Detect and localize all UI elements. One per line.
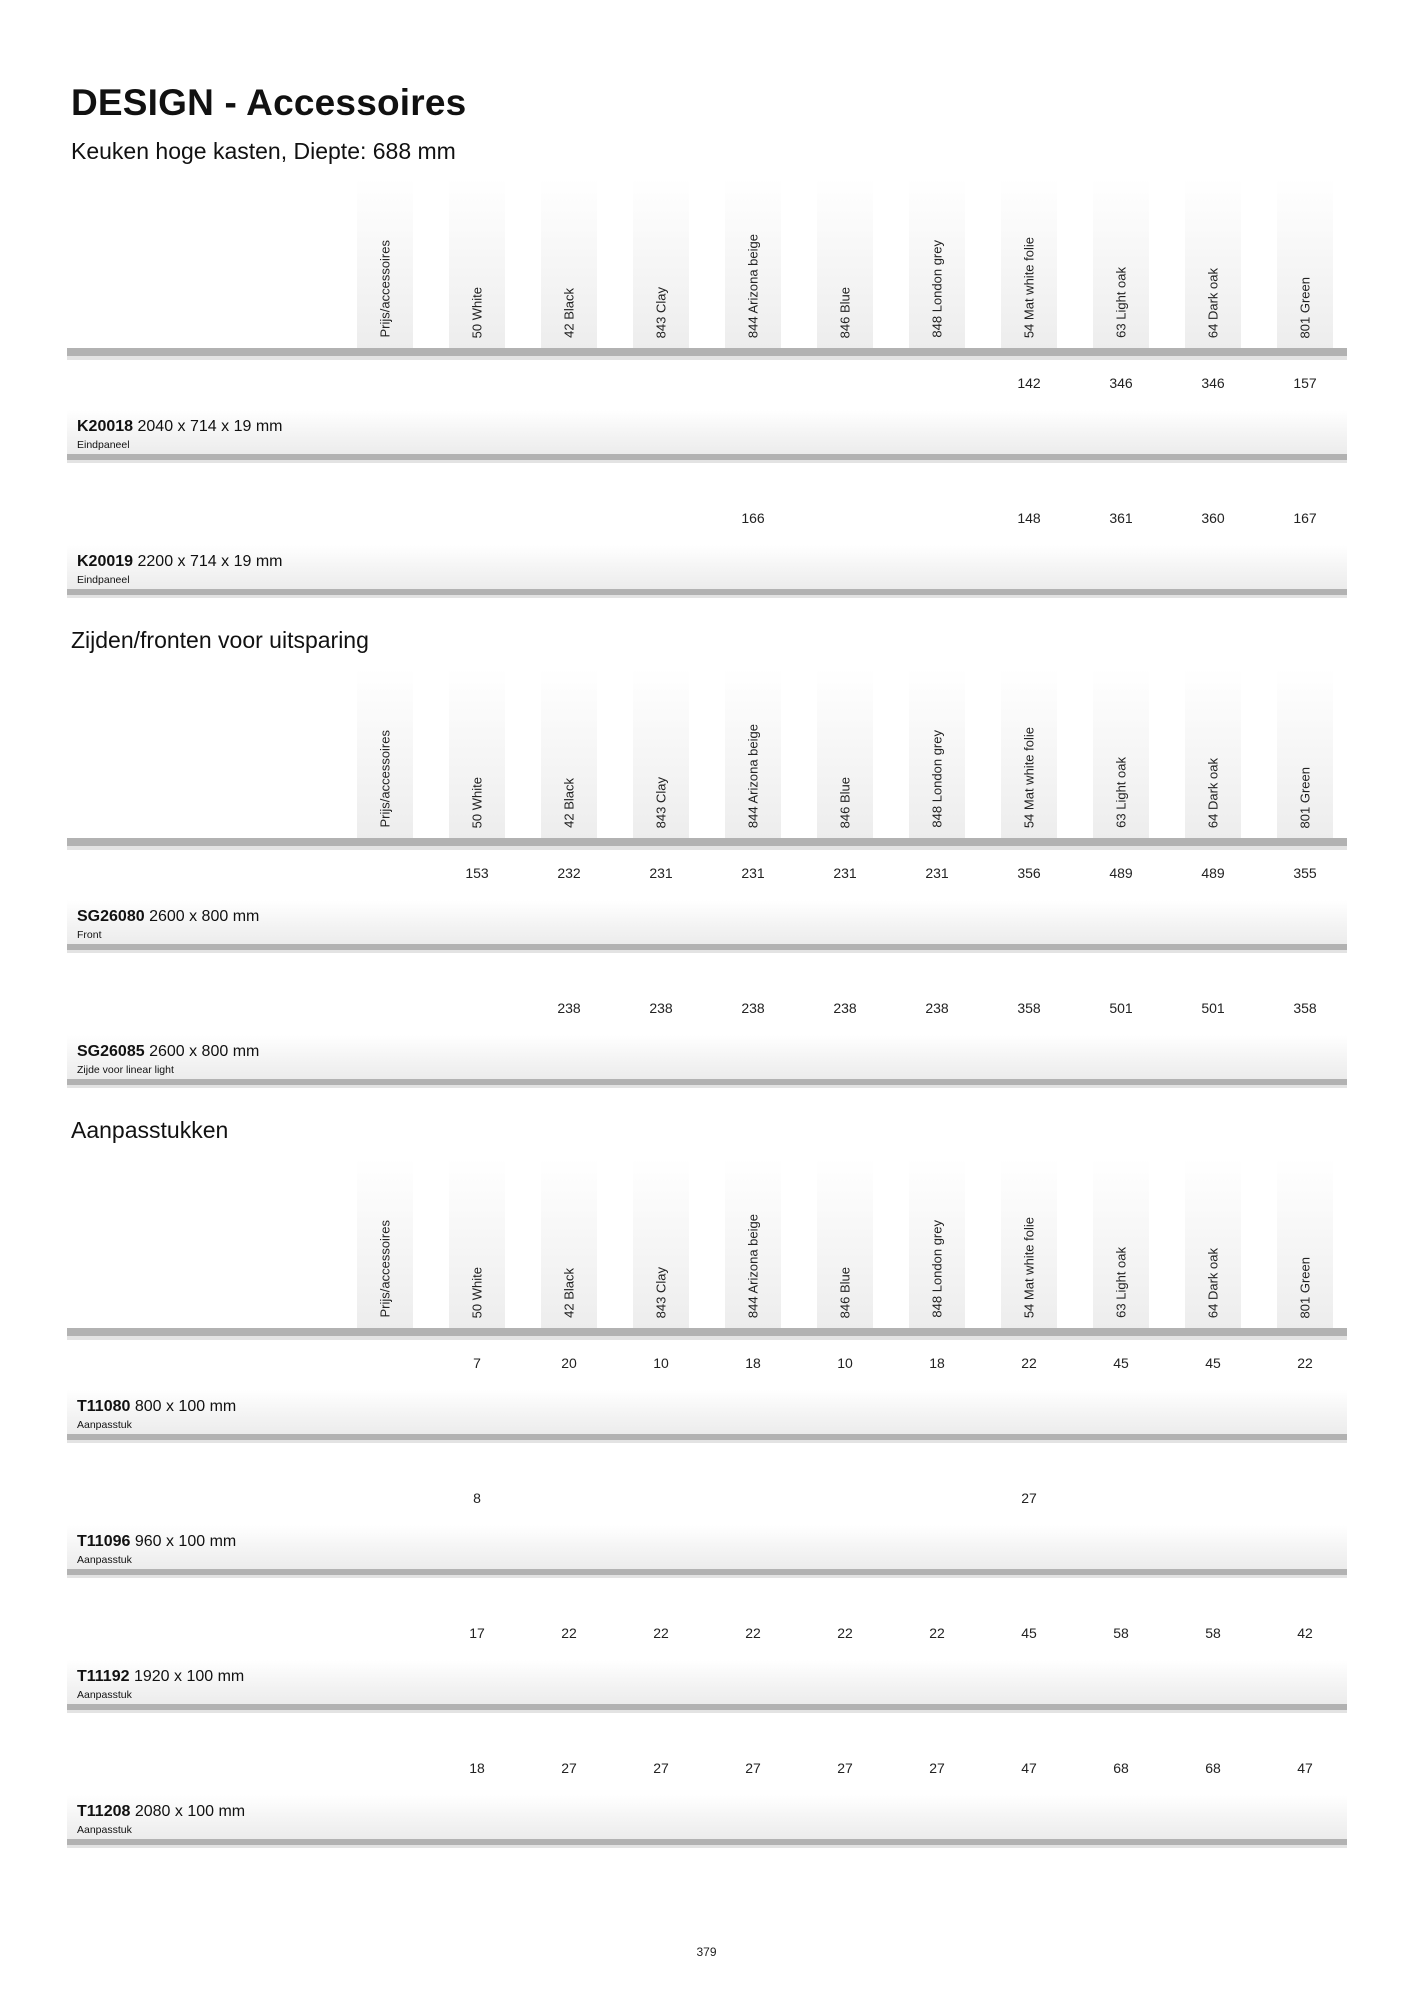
product-row [0, 980, 1413, 1115]
column-label: 64 Dark oak [1205, 757, 1221, 828]
column-header-cell [1277, 668, 1333, 838]
section-title: Zijden/fronten voor uitsparing [71, 627, 369, 653]
price-cell: 346 [1109, 375, 1133, 391]
column-label: 54 Mat white folie [1021, 236, 1037, 338]
product-row [0, 1470, 1413, 1605]
product-type: Eindpaneel [77, 439, 130, 451]
column-header-cell [817, 668, 873, 838]
price-cell: 238 [649, 1000, 673, 1016]
product-dimensions: 2040 x 714 x 19 mm [137, 418, 283, 435]
column-header-cell [725, 1158, 781, 1328]
price-cell: 22 [837, 1625, 853, 1641]
column-label: 64 Dark oak [1205, 1247, 1221, 1318]
page-title: DESIGN - Accessoires [71, 82, 467, 123]
column-header-cell [725, 178, 781, 348]
column-header-cell [909, 668, 965, 838]
column-label: 844 Arizona beige [745, 1213, 761, 1318]
price-cell: 8 [473, 1490, 481, 1506]
price-cell: 22 [1297, 1355, 1313, 1371]
price-cell: 167 [1293, 510, 1317, 526]
row-divider [67, 1569, 1347, 1575]
price-cell: 17 [469, 1625, 485, 1641]
price-cell: 501 [1201, 1000, 1225, 1016]
column-header-cell [357, 178, 413, 348]
price-cell: 18 [469, 1760, 485, 1776]
column-label: 54 Mat white folie [1021, 726, 1037, 828]
price-cell: 238 [925, 1000, 949, 1016]
column-header-cell [725, 668, 781, 838]
product-dimensions: 2600 x 800 mm [149, 1043, 260, 1060]
column-header-cell [1001, 178, 1057, 348]
column-header-cell [633, 668, 689, 838]
column-header-cell [1093, 178, 1149, 348]
price-cell: 42 [1297, 1625, 1313, 1641]
column-label: 848 London grey [929, 730, 945, 828]
column-header-cell [817, 178, 873, 348]
product-type: Aanpasstuk [77, 1419, 132, 1431]
column-header [0, 178, 1413, 363]
product-name [77, 1398, 236, 1416]
price-cell: 489 [1201, 865, 1225, 881]
product-label-band [67, 1795, 1347, 1839]
price-cell: 20 [561, 1355, 577, 1371]
column-header-cell [1185, 178, 1241, 348]
column-header-cell [541, 668, 597, 838]
product-label-band [67, 1660, 1347, 1704]
column-header-cell [449, 178, 505, 348]
column-label: 63 Light oak [1113, 757, 1129, 828]
price-cell: 157 [1293, 375, 1317, 391]
column-header-cell [1277, 178, 1333, 348]
column-label: 50 White [469, 286, 485, 338]
price-cell: 47 [1297, 1760, 1313, 1776]
product-code: T11208 [77, 1803, 131, 1820]
column-label: 848 London grey [929, 240, 945, 338]
row-divider [67, 1704, 1347, 1710]
product-dimensions: 2080 x 100 mm [134, 1803, 246, 1820]
product-row [0, 1335, 1413, 1470]
product-code: T11096 [77, 1533, 131, 1550]
price-cell: 27 [837, 1760, 853, 1776]
column-label: 843 Clay [653, 286, 669, 338]
column-header-cell [357, 1158, 413, 1328]
column-label: Prijs/accessoires [377, 240, 393, 338]
column-header-cell [633, 178, 689, 348]
price-cell: 27 [745, 1760, 761, 1776]
price-cell: 358 [1293, 1000, 1317, 1016]
price-cell: 356 [1017, 865, 1041, 881]
product-dimensions: 1920 x 100 mm [133, 1668, 245, 1685]
column-header-cell [1185, 668, 1241, 838]
column-label: 846 Blue [837, 1266, 853, 1318]
product-name [77, 1533, 236, 1551]
product-type: Aanpasstuk [77, 1689, 132, 1701]
price-cell: 238 [741, 1000, 765, 1016]
price-cell: 27 [929, 1760, 945, 1776]
product-row [0, 1605, 1413, 1740]
column-label: 801 Green [1297, 276, 1313, 338]
column-label: Prijs/accessoires [377, 1220, 393, 1318]
row-divider [67, 1839, 1347, 1845]
price-cell: 18 [745, 1355, 761, 1371]
column-label: 50 White [469, 776, 485, 828]
price-cell: 489 [1109, 865, 1133, 881]
column-label: 848 London grey [929, 1220, 945, 1318]
product-row [0, 355, 1413, 490]
row-divider [67, 589, 1347, 595]
product-code: K20019 [77, 553, 134, 570]
price-cell: 142 [1017, 375, 1041, 391]
product-code: SG26080 [77, 908, 145, 925]
column-label: 42 Black [561, 1268, 577, 1318]
column-header-cell [449, 1158, 505, 1328]
column-header-cell [1001, 1158, 1057, 1328]
column-label: 50 White [469, 1266, 485, 1318]
price-cell: 68 [1113, 1760, 1129, 1776]
price-cell: 232 [557, 865, 581, 881]
price-cell: 68 [1205, 1760, 1221, 1776]
price-cell: 10 [837, 1355, 853, 1371]
column-label: 42 Black [561, 778, 577, 828]
price-cell: 360 [1201, 510, 1225, 526]
row-divider [67, 1079, 1347, 1085]
page-number: 379 [696, 1945, 717, 1959]
product-name [77, 908, 259, 926]
product-label-band [67, 545, 1347, 589]
column-header-cell [1185, 1158, 1241, 1328]
price-cell: 231 [833, 865, 857, 881]
price-cell: 166 [741, 510, 765, 526]
column-label: 801 Green [1297, 1256, 1313, 1318]
column-header-cell [1093, 1158, 1149, 1328]
section-title: Aanpasstukken [71, 1117, 229, 1143]
column-header-cell [541, 178, 597, 348]
product-label-band [67, 900, 1347, 944]
price-cell: 45 [1113, 1355, 1129, 1371]
price-cell: 238 [833, 1000, 857, 1016]
price-cell: 501 [1109, 1000, 1133, 1016]
column-label: 63 Light oak [1113, 1247, 1129, 1318]
price-cell: 22 [653, 1625, 669, 1641]
product-type: Front [77, 929, 102, 941]
price-cell: 231 [925, 865, 949, 881]
column-label: 846 Blue [837, 286, 853, 338]
column-header-cell [817, 1158, 873, 1328]
price-cell: 18 [929, 1355, 945, 1371]
column-header-cell [449, 668, 505, 838]
price-cell: 7 [473, 1355, 481, 1371]
product-type: Eindpaneel [77, 574, 130, 586]
column-header-cell [909, 178, 965, 348]
column-header-cell [357, 668, 413, 838]
product-type: Aanpasstuk [77, 1554, 132, 1566]
price-cell: 358 [1017, 1000, 1041, 1016]
product-dimensions: 800 x 100 mm [134, 1398, 237, 1415]
product-code: SG26085 [77, 1043, 145, 1060]
row-divider [67, 1434, 1347, 1440]
column-label: 801 Green [1297, 766, 1313, 828]
product-code: T11192 [77, 1668, 130, 1685]
price-cell: 148 [1017, 510, 1041, 526]
product-row [0, 490, 1413, 625]
column-label: 846 Blue [837, 776, 853, 828]
price-cell: 27 [653, 1760, 669, 1776]
product-name [77, 553, 282, 571]
row-divider [67, 454, 1347, 460]
product-name [77, 1803, 245, 1821]
column-label: 64 Dark oak [1205, 267, 1221, 338]
column-header [0, 668, 1413, 853]
product-name [77, 1668, 244, 1686]
column-header-cell [1093, 668, 1149, 838]
price-cell: 22 [929, 1625, 945, 1641]
column-header-cell [633, 1158, 689, 1328]
price-cell: 45 [1021, 1625, 1037, 1641]
column-label: 54 Mat white folie [1021, 1216, 1037, 1318]
price-cell: 58 [1205, 1625, 1221, 1641]
price-cell: 361 [1109, 510, 1133, 526]
product-dimensions: 2200 x 714 x 19 mm [137, 553, 283, 570]
column-header-cell [1277, 1158, 1333, 1328]
column-header-cell [1001, 668, 1057, 838]
section-title: Keuken hoge kasten, Diepte: 688 mm [71, 138, 456, 164]
product-label-band [67, 1390, 1347, 1434]
column-label: 843 Clay [653, 776, 669, 828]
price-cell: 22 [745, 1625, 761, 1641]
product-type: Aanpasstuk [77, 1824, 132, 1836]
product-code: K20018 [77, 418, 134, 435]
column-header-cell [909, 1158, 965, 1328]
product-label-band [67, 410, 1347, 454]
product-label-band [67, 1525, 1347, 1569]
price-cell: 355 [1293, 865, 1317, 881]
column-label: 42 Black [561, 288, 577, 338]
price-cell: 58 [1113, 1625, 1129, 1641]
price-cell: 45 [1205, 1355, 1221, 1371]
product-code: T11080 [77, 1398, 131, 1415]
product-dimensions: 960 x 100 mm [134, 1533, 237, 1550]
product-dimensions: 2600 x 800 mm [149, 908, 260, 925]
column-label: 844 Arizona beige [745, 723, 761, 828]
product-row [0, 1740, 1413, 1875]
price-cell: 153 [465, 865, 489, 881]
column-label: 844 Arizona beige [745, 233, 761, 338]
product-type: Zijde voor linear light [77, 1064, 174, 1076]
price-cell: 231 [649, 865, 673, 881]
product-row [0, 845, 1413, 980]
price-cell: 22 [561, 1625, 577, 1641]
column-header [0, 1158, 1413, 1343]
column-header-cell [541, 1158, 597, 1328]
column-label: Prijs/accessoires [377, 730, 393, 828]
product-name [77, 1043, 259, 1061]
price-cell: 346 [1201, 375, 1225, 391]
price-cell: 47 [1021, 1760, 1037, 1776]
price-cell: 231 [741, 865, 765, 881]
product-label-band [67, 1035, 1347, 1079]
price-cell: 27 [1021, 1490, 1037, 1506]
product-name [77, 418, 282, 436]
row-divider [67, 944, 1347, 950]
price-cell: 27 [561, 1760, 577, 1776]
price-cell: 22 [1021, 1355, 1037, 1371]
price-cell: 238 [557, 1000, 581, 1016]
column-label: 843 Clay [653, 1266, 669, 1318]
column-label: 63 Light oak [1113, 267, 1129, 338]
price-cell: 10 [653, 1355, 669, 1371]
